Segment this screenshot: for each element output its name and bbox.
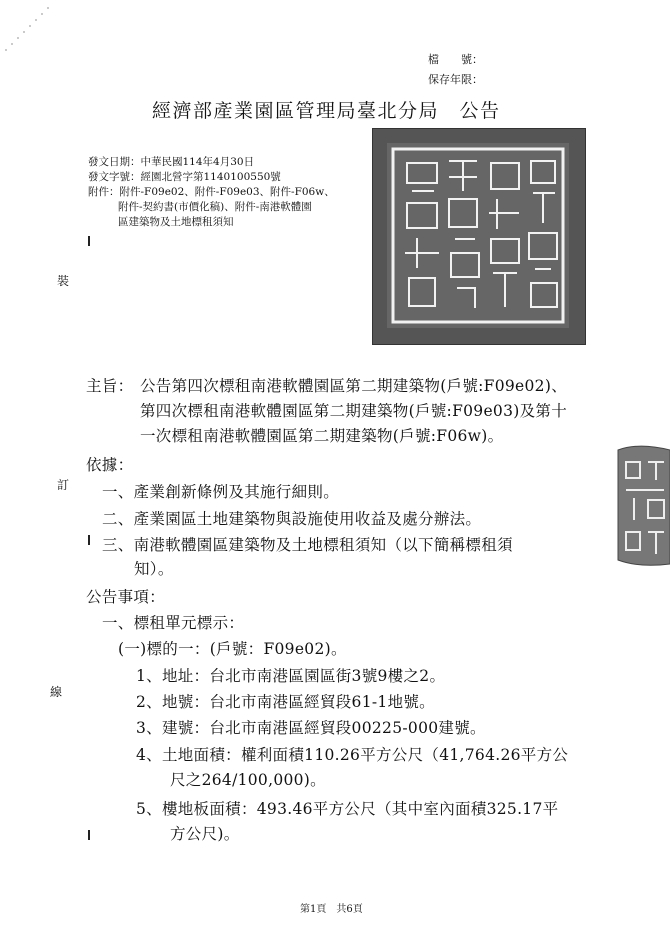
- margin-binding-mark: 線: [50, 685, 63, 699]
- notice-section: 一、標租單元標示：: [102, 614, 245, 632]
- basis-item: 二、產業園區土地建築物與設施使用收益及處分辦法。: [102, 510, 482, 528]
- margin-tick: [88, 830, 90, 840]
- page-number: 第1頁 共6頁: [300, 904, 363, 915]
- basis-label: 依據：: [86, 456, 134, 474]
- retention-label: 保存年限：: [428, 73, 483, 86]
- binding-line: [12, 0, 13, 944]
- margin-binding-mark: 裝: [57, 274, 70, 288]
- notice-item-continued: 方公尺)。: [170, 825, 240, 843]
- official-seal: [372, 128, 586, 345]
- notice-item: 2、地號：台北市南港區經貿段61-1地號。: [136, 693, 435, 711]
- seal-icon: [387, 143, 569, 328]
- subject-label: 主旨：: [86, 377, 134, 395]
- basis-item: 一、產業創新條例及其施行細則。: [102, 483, 340, 501]
- attachments-line-1: 附件：附件-F09e02、附件-F09e03、附件-F06w、: [88, 186, 335, 198]
- subject-line-2: 第四次標租南港軟體園區第二期建築物(戶號:F09e03)及第十: [140, 402, 567, 420]
- attachments-line-2: 附件-契約書(市價化稿)、附件-南港軟體園: [118, 201, 312, 213]
- notice-label: 公告事項：: [86, 588, 166, 606]
- notice-item: 3、建號：台北市南港區經貿段00225-000建號。: [136, 719, 486, 737]
- issue-date: 發文日期：中華民國114年4月30日: [88, 156, 255, 168]
- margin-tick: [88, 236, 90, 246]
- document-title: 經濟部產業園區管理局臺北分局 公告: [152, 100, 501, 122]
- notice-item: 4、土地面積：權利面積110.26平方公尺（41,764.26平方公: [136, 746, 569, 764]
- notice-subsection: (一)標的一：(戶號：F09e02)。: [118, 640, 347, 658]
- margin-tick: [88, 535, 90, 545]
- subject-line-3: 一次標租南港軟體園區第二期建築物(戶號:F06w)。: [140, 427, 504, 445]
- subject-line-1: 公告第四次標租南港軟體園區第二期建築物(戶號:F09e02)、: [140, 377, 567, 395]
- corner-perforation: [0, 0, 60, 60]
- file-number-label: 檔 號：: [428, 53, 483, 66]
- margin-binding-mark: 訂: [57, 478, 70, 492]
- partial-seal-stamp: [604, 440, 670, 570]
- attachments-line-3: 區建築物及土地標租須知: [118, 216, 234, 228]
- basis-item: 三、南港軟體園區建築物及土地標租須知（以下簡稱標租須: [102, 536, 513, 554]
- notice-item: 5、樓地板面積：493.46平方公尺（其中室內面積325.17平: [136, 800, 559, 818]
- notice-item-continued: 尺之264/100,000)。: [170, 771, 326, 789]
- basis-item-continued: 知）。: [134, 560, 174, 578]
- notice-item: 1、地址：台北市南港區園區街3號9樓之2。: [136, 667, 446, 685]
- document-reference: 發文字號：經園北營字第1140100550號: [88, 171, 281, 183]
